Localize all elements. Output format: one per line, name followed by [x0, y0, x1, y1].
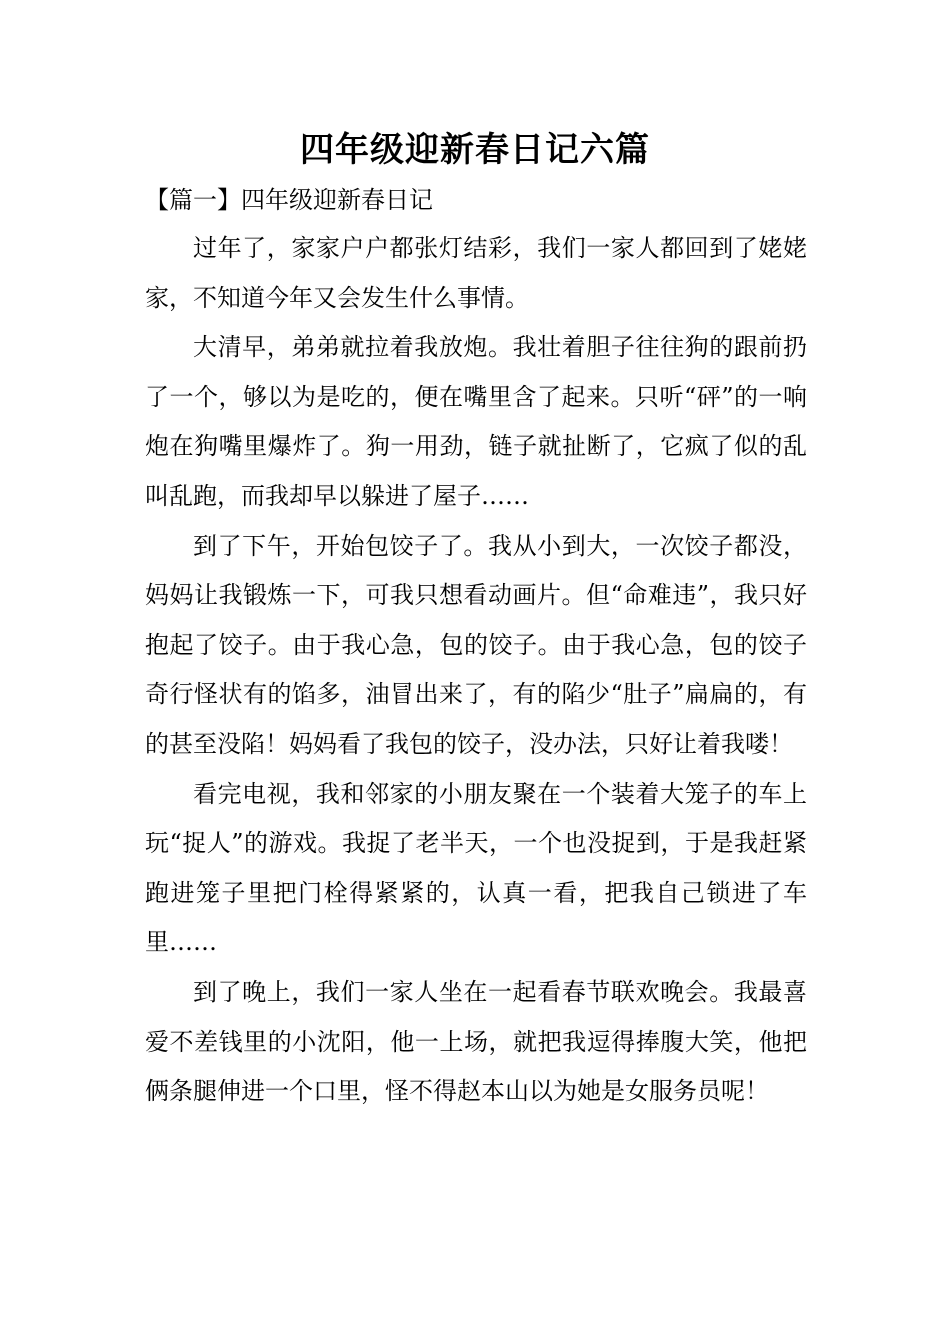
paragraph-5: 到了晚上，我们一家人坐在一起看春节联欢晚会。我最喜爱不差钱里的小沈阳，他一上场，就把我逗得捧腹大笑，他把俩条腿伸进一个口里，怪不得赵本山以为她是女服务员呢！: [145, 977, 807, 1106]
paragraph-1: 过年了，家家户户都张灯结彩，我们一家人都回到了姥姥家，不知道今年又会发生什么事情。: [145, 234, 807, 312]
document-body: [145, 224, 807, 1117]
paragraph-2: 大清早，弟弟就拉着我放炮。我壮着胆子往往狗的跟前扔了一个，够以为是吃的，便在嘴里含了起来。只听“砰”的一响炮在狗嘴里爆炸了。狗一用劲，链子就扯断了，它疯了似的乱叫乱跑，而我却早以躲进了屋子……: [145, 333, 807, 510]
section-heading: 【篇一】四年级迎新春日记: [145, 186, 433, 214]
paragraph-4: 看完电视，我和邻家的小朋友聚在一个装着大笼子的车上玩“捉人”的游戏。我捉了老半天，一个也没捉到，于是我赶紧跑进笼子里把门栓得紧紧的，认真一看，把我自己锁进了车里……: [145, 779, 807, 957]
paragraph-3: 到了下午，开始包饺子了。我从小到大，一次饺子都没，妈妈让我锻炼一下，可我只想看动画片。但“命难违”，我只好抱起了饺子。由于我心急，包的饺子。由于我心急，包的饺子奇行怪状有的馅多，油冒出来了，有的陷少“肚子”扁扁的，有的甚至没陷！妈妈看了我包的饺子，没办法，只好让着我喽！: [145, 531, 807, 758]
document-title: 四年级迎新春日记六篇: [300, 130, 650, 170]
